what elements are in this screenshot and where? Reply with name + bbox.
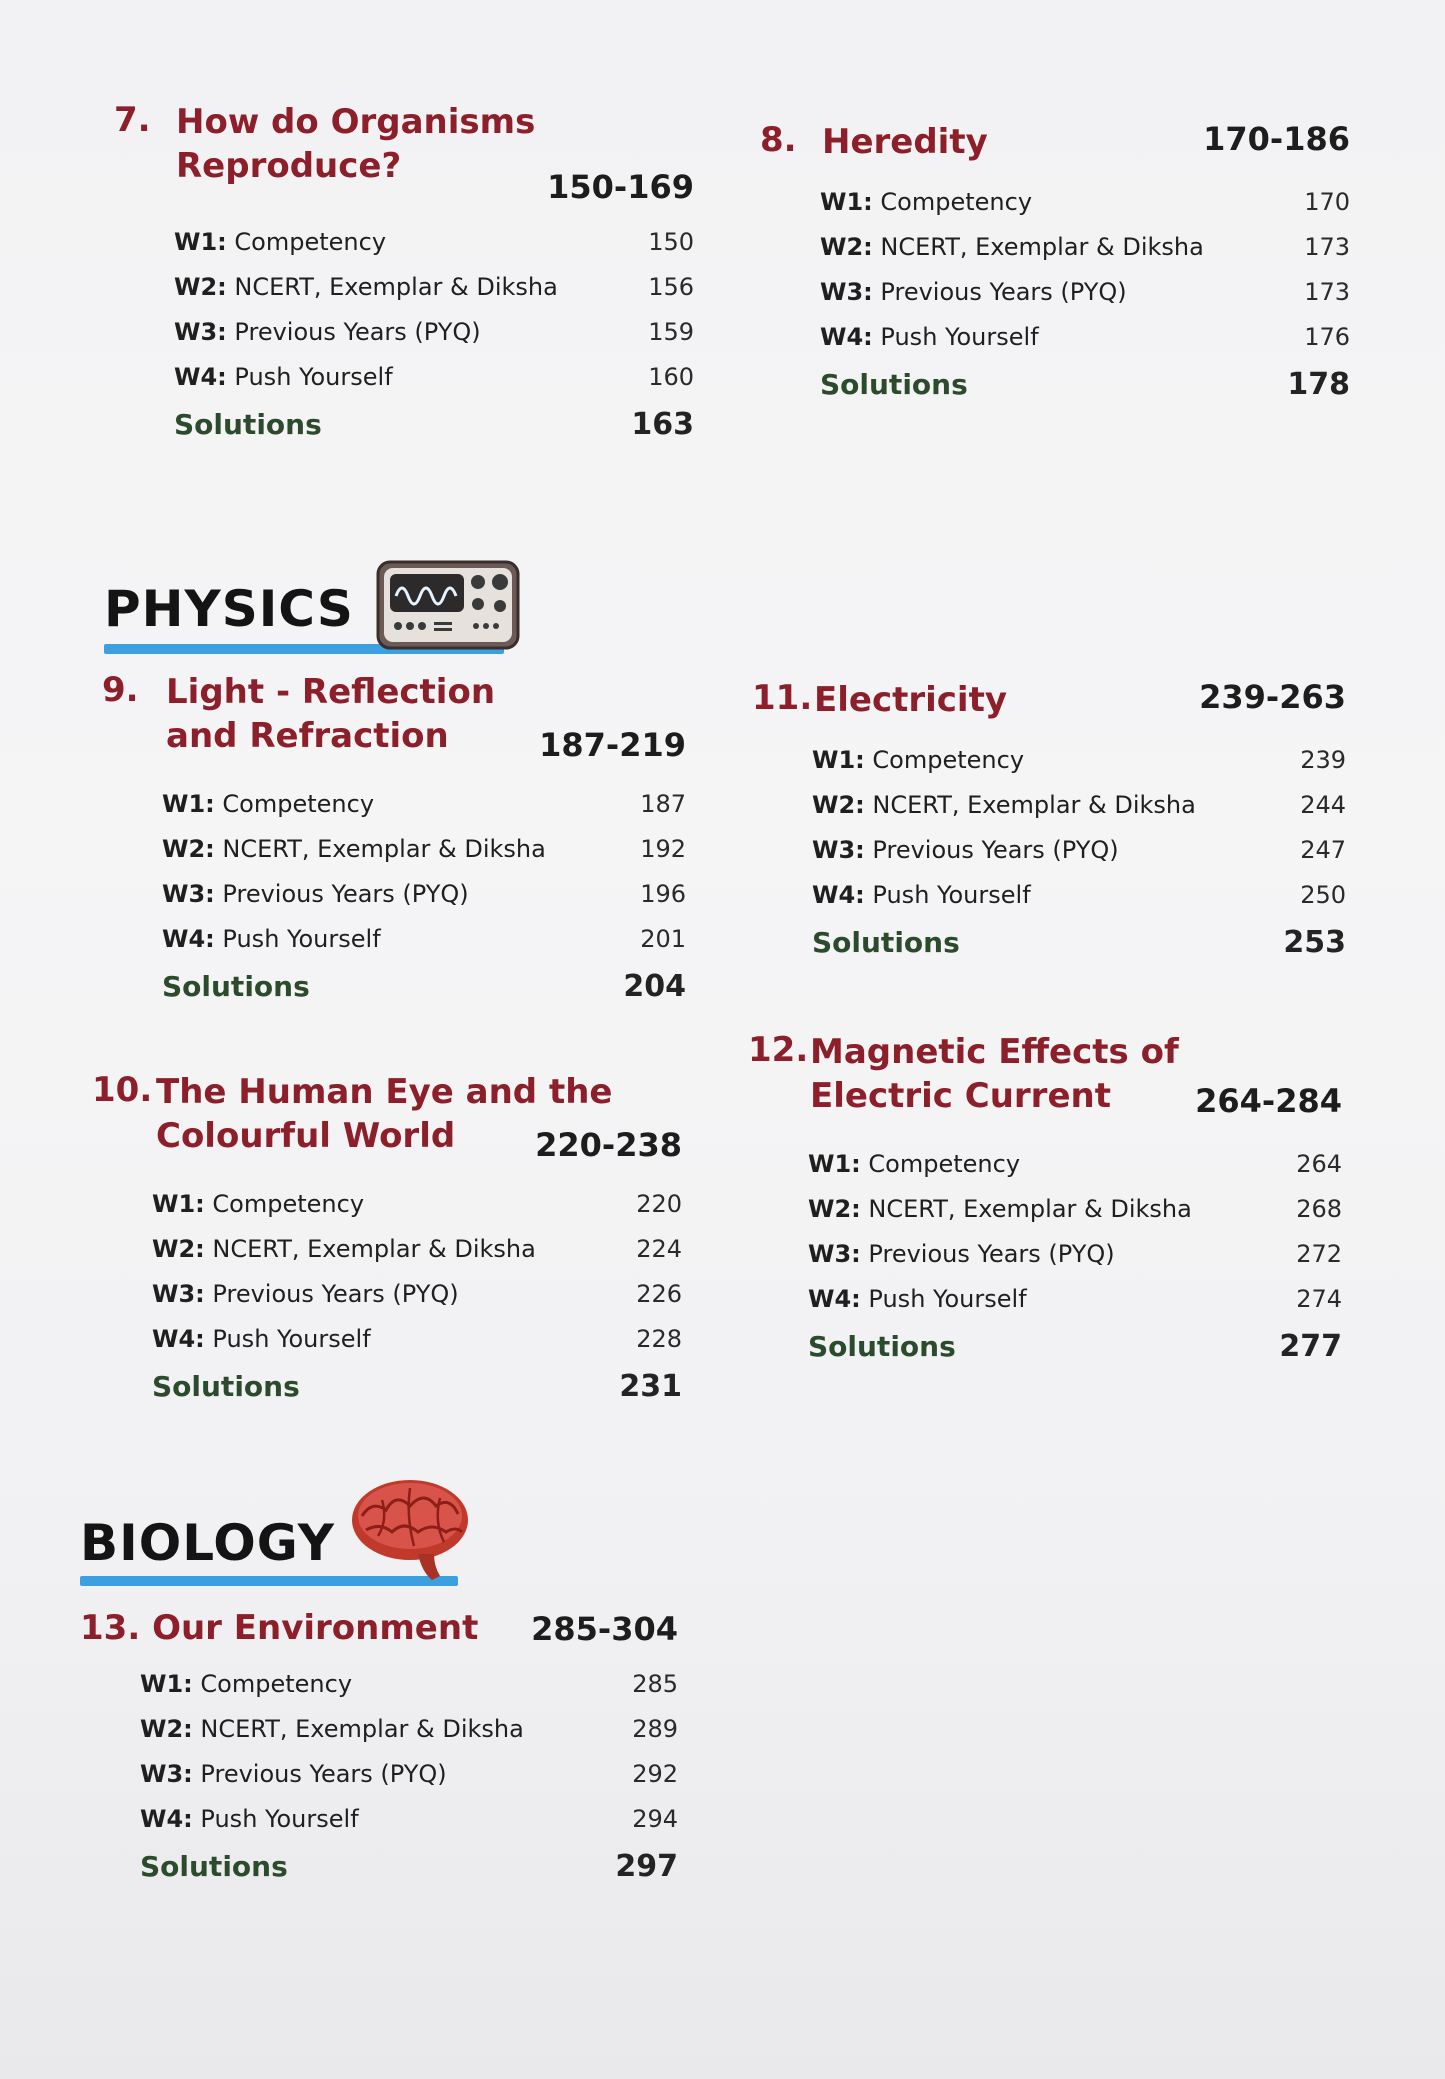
toc-row[interactable] bbox=[174, 220, 694, 265]
page-number: 201 bbox=[640, 925, 686, 953]
solutions-label: Solutions bbox=[162, 970, 310, 1003]
toc-row[interactable] bbox=[812, 783, 1346, 828]
worksheet-label: Competency bbox=[880, 188, 1033, 216]
page-number: 285 bbox=[632, 1670, 678, 1698]
toc-row[interactable] bbox=[152, 1227, 682, 1272]
solutions-label: Solutions bbox=[174, 408, 322, 441]
worksheet-code: W3: bbox=[812, 836, 865, 864]
chapter-number: 10. bbox=[92, 1070, 153, 1110]
page-number: 160 bbox=[648, 363, 694, 391]
worksheet-code: W1: bbox=[152, 1190, 205, 1218]
page-number: 156 bbox=[648, 273, 694, 301]
worksheet-code: W4: bbox=[174, 363, 227, 391]
toc-row[interactable] bbox=[808, 1277, 1342, 1322]
worksheet-code: W2: bbox=[162, 835, 215, 863]
chapter-9 bbox=[102, 670, 686, 1012]
worksheet-code: W1: bbox=[808, 1150, 861, 1178]
page-number: 244 bbox=[1300, 791, 1346, 819]
worksheet-code: W4: bbox=[152, 1325, 205, 1353]
chapter-page-range: 187-219 bbox=[539, 726, 686, 764]
worksheet-code: W1: bbox=[174, 228, 227, 256]
page-number: 289 bbox=[632, 1715, 678, 1743]
worksheet-code: W4: bbox=[812, 881, 865, 909]
worksheet-label: Push Yourself bbox=[880, 323, 1039, 351]
chapter-8 bbox=[760, 120, 1350, 410]
worksheet-label: Competency bbox=[212, 1190, 365, 1218]
chapter-title-text: Our Environment bbox=[152, 1608, 479, 1648]
worksheet-label: Push Yourself bbox=[212, 1325, 371, 1353]
chapter-title-line2: and Refraction bbox=[166, 716, 449, 756]
worksheet-label: Competency bbox=[200, 1670, 353, 1698]
chapter-7 bbox=[114, 100, 694, 450]
solutions-label: Solutions bbox=[140, 1850, 288, 1883]
solutions-page: 277 bbox=[1279, 1329, 1342, 1364]
chapter-page-range: 264-284 bbox=[1195, 1082, 1342, 1120]
toc-row[interactable] bbox=[808, 1187, 1342, 1232]
chapter-page-range: 150-169 bbox=[547, 168, 694, 206]
page-number: 274 bbox=[1296, 1285, 1342, 1313]
page-number: 294 bbox=[632, 1805, 678, 1833]
page-number: 173 bbox=[1304, 278, 1350, 306]
worksheet-label: Push Yourself bbox=[234, 363, 393, 391]
page-number: 173 bbox=[1304, 233, 1350, 261]
page-number: 239 bbox=[1300, 746, 1346, 774]
chapter-title: Magnetic Effects of bbox=[810, 1032, 1179, 1072]
page-number: 228 bbox=[636, 1325, 682, 1353]
solutions-label: Solutions bbox=[812, 926, 960, 959]
chapter-title: Light - Reflection bbox=[166, 672, 496, 712]
toc-row[interactable] bbox=[812, 873, 1346, 918]
toc-row[interactable] bbox=[140, 1752, 678, 1797]
worksheet-label: Previous Years (PYQ) bbox=[212, 1280, 459, 1308]
page-number: 176 bbox=[1304, 323, 1350, 351]
worksheet-label: NCERT, Exemplar & Diksha bbox=[868, 1195, 1192, 1223]
toc-row-solutions[interactable] bbox=[174, 400, 694, 450]
solutions-label: Solutions bbox=[808, 1330, 956, 1363]
section-biology bbox=[80, 1476, 500, 1596]
toc-row[interactable] bbox=[174, 310, 694, 355]
page-number: 196 bbox=[640, 880, 686, 908]
worksheet-label: Push Yourself bbox=[222, 925, 381, 953]
page-number: 272 bbox=[1296, 1240, 1342, 1268]
solutions-label: Solutions bbox=[820, 368, 968, 401]
page-number: 292 bbox=[632, 1760, 678, 1788]
toc-row[interactable] bbox=[162, 827, 686, 872]
worksheet-code: W2: bbox=[812, 791, 865, 819]
worksheet-code: W1: bbox=[812, 746, 865, 774]
toc-row-solutions[interactable] bbox=[820, 360, 1350, 410]
section-title: BIOLOGY bbox=[80, 1514, 335, 1572]
page-number: 170 bbox=[1304, 188, 1350, 216]
page-number: 268 bbox=[1296, 1195, 1342, 1223]
worksheet-code: W3: bbox=[162, 880, 215, 908]
worksheet-label: NCERT, Exemplar & Diksha bbox=[200, 1715, 524, 1743]
toc-row[interactable] bbox=[820, 225, 1350, 270]
toc-row[interactable] bbox=[174, 355, 694, 400]
toc-row[interactable] bbox=[812, 828, 1346, 873]
chapter-title: Electricity bbox=[814, 680, 1007, 720]
worksheet-code: W3: bbox=[152, 1280, 205, 1308]
chapter-page-range: 220-238 bbox=[535, 1126, 682, 1164]
chapter-number: 9. bbox=[102, 670, 139, 710]
toc-row-solutions[interactable] bbox=[152, 1362, 682, 1412]
solutions-page: 163 bbox=[631, 407, 694, 442]
solutions-page: 231 bbox=[619, 1369, 682, 1404]
chapter-number: 11. bbox=[752, 678, 813, 718]
toc-row[interactable] bbox=[162, 872, 686, 917]
toc-row[interactable] bbox=[152, 1317, 682, 1362]
chapter-number: 7. bbox=[114, 100, 151, 140]
worksheet-label: Previous Years (PYQ) bbox=[200, 1760, 447, 1788]
worksheet-code: W4: bbox=[140, 1805, 193, 1833]
section-title: PHYSICS bbox=[104, 580, 354, 638]
chapter-title-line2: Colourful World bbox=[156, 1116, 456, 1156]
chapter-12 bbox=[748, 1030, 1342, 1372]
chapter-13 bbox=[80, 1606, 678, 1892]
page-number: 247 bbox=[1300, 836, 1346, 864]
chapter-number: 12. bbox=[748, 1030, 809, 1070]
section-physics bbox=[104, 560, 524, 660]
toc-row-solutions[interactable] bbox=[812, 918, 1346, 968]
toc-row[interactable] bbox=[140, 1662, 678, 1707]
page-number: 187 bbox=[640, 790, 686, 818]
worksheet-label: Previous Years (PYQ) bbox=[880, 278, 1127, 306]
worksheet-label: Previous Years (PYQ) bbox=[222, 880, 469, 908]
worksheet-code: W4: bbox=[162, 925, 215, 953]
toc-row[interactable] bbox=[820, 180, 1350, 225]
toc-row[interactable] bbox=[808, 1142, 1342, 1187]
chapter-title-line2: Electric Current bbox=[810, 1076, 1111, 1116]
toc-row[interactable] bbox=[820, 315, 1350, 360]
worksheet-code: W4: bbox=[808, 1285, 861, 1313]
worksheet-label: Previous Years (PYQ) bbox=[234, 318, 481, 346]
toc-row[interactable] bbox=[808, 1232, 1342, 1277]
worksheet-code: W1: bbox=[140, 1670, 193, 1698]
page-number: 159 bbox=[648, 318, 694, 346]
worksheet-label: NCERT, Exemplar & Diksha bbox=[880, 233, 1204, 261]
worksheet-label: NCERT, Exemplar & Diksha bbox=[212, 1235, 536, 1263]
chapter-title: The Human Eye and the bbox=[156, 1072, 613, 1112]
page-number: 226 bbox=[636, 1280, 682, 1308]
page-number: 150 bbox=[648, 228, 694, 256]
solutions-page: 253 bbox=[1283, 925, 1346, 960]
chapter-11 bbox=[752, 678, 1346, 968]
chapter-title-line2: Reproduce? bbox=[176, 146, 402, 186]
worksheet-label: Competency bbox=[222, 790, 375, 818]
worksheet-code: W4: bbox=[820, 323, 873, 351]
toc-row[interactable] bbox=[812, 738, 1346, 783]
chapter-10 bbox=[92, 1070, 682, 1412]
worksheet-code: W2: bbox=[152, 1235, 205, 1263]
toc-row[interactable] bbox=[152, 1272, 682, 1317]
worksheet-label: Push Yourself bbox=[872, 881, 1031, 909]
solutions-page: 297 bbox=[615, 1849, 678, 1884]
worksheet-code: W1: bbox=[820, 188, 873, 216]
worksheet-label: Competency bbox=[872, 746, 1025, 774]
toc-row[interactable] bbox=[152, 1182, 682, 1227]
worksheet-code: W2: bbox=[808, 1195, 861, 1223]
solutions-page: 204 bbox=[623, 969, 686, 1004]
worksheet-label: Previous Years (PYQ) bbox=[872, 836, 1119, 864]
page-number: 192 bbox=[640, 835, 686, 863]
chapter-number: 8. bbox=[760, 120, 797, 160]
toc-row[interactable] bbox=[162, 782, 686, 827]
worksheet-code: W3: bbox=[174, 318, 227, 346]
worksheet-label: Competency bbox=[868, 1150, 1021, 1178]
toc-row[interactable] bbox=[140, 1707, 678, 1752]
worksheet-code: W2: bbox=[174, 273, 227, 301]
chapter-page-range: 285-304 bbox=[531, 1610, 678, 1648]
page-number: 224 bbox=[636, 1235, 682, 1263]
toc-row[interactable] bbox=[820, 270, 1350, 315]
toc-row-solutions[interactable] bbox=[808, 1322, 1342, 1372]
chapter-number: 13. bbox=[80, 1608, 141, 1648]
chapter-title: Heredity bbox=[822, 122, 988, 162]
solutions-page: 178 bbox=[1287, 367, 1350, 402]
worksheet-code: W3: bbox=[140, 1760, 193, 1788]
worksheet-label: NCERT, Exemplar & Diksha bbox=[222, 835, 546, 863]
toc-row-solutions[interactable] bbox=[140, 1842, 678, 1892]
worksheet-label: NCERT, Exemplar & Diksha bbox=[872, 791, 1196, 819]
chapter-title: How do Organisms bbox=[176, 102, 536, 142]
toc-row[interactable] bbox=[162, 917, 686, 962]
worksheet-code: W1: bbox=[162, 790, 215, 818]
brain-icon bbox=[348, 1476, 474, 1590]
worksheet-code: W2: bbox=[820, 233, 873, 261]
page-number: 250 bbox=[1300, 881, 1346, 909]
toc-row-solutions[interactable] bbox=[162, 962, 686, 1012]
solutions-label: Solutions bbox=[152, 1370, 300, 1403]
worksheet-label: NCERT, Exemplar & Diksha bbox=[234, 273, 558, 301]
page-number: 220 bbox=[636, 1190, 682, 1218]
worksheet-code: W2: bbox=[140, 1715, 193, 1743]
worksheet-label: Previous Years (PYQ) bbox=[868, 1240, 1115, 1268]
chapter-page-range: 170-186 bbox=[1203, 120, 1350, 158]
worksheet-code: W3: bbox=[820, 278, 873, 306]
worksheet-code: W3: bbox=[808, 1240, 861, 1268]
toc-row[interactable] bbox=[140, 1797, 678, 1842]
worksheet-label: Push Yourself bbox=[200, 1805, 359, 1833]
oscilloscope-icon bbox=[376, 560, 520, 656]
worksheet-label: Competency bbox=[234, 228, 387, 256]
page-number: 264 bbox=[1296, 1150, 1342, 1178]
worksheet-label: Push Yourself bbox=[868, 1285, 1027, 1313]
chapter-page-range: 239-263 bbox=[1199, 678, 1346, 716]
toc-row[interactable] bbox=[174, 265, 694, 310]
